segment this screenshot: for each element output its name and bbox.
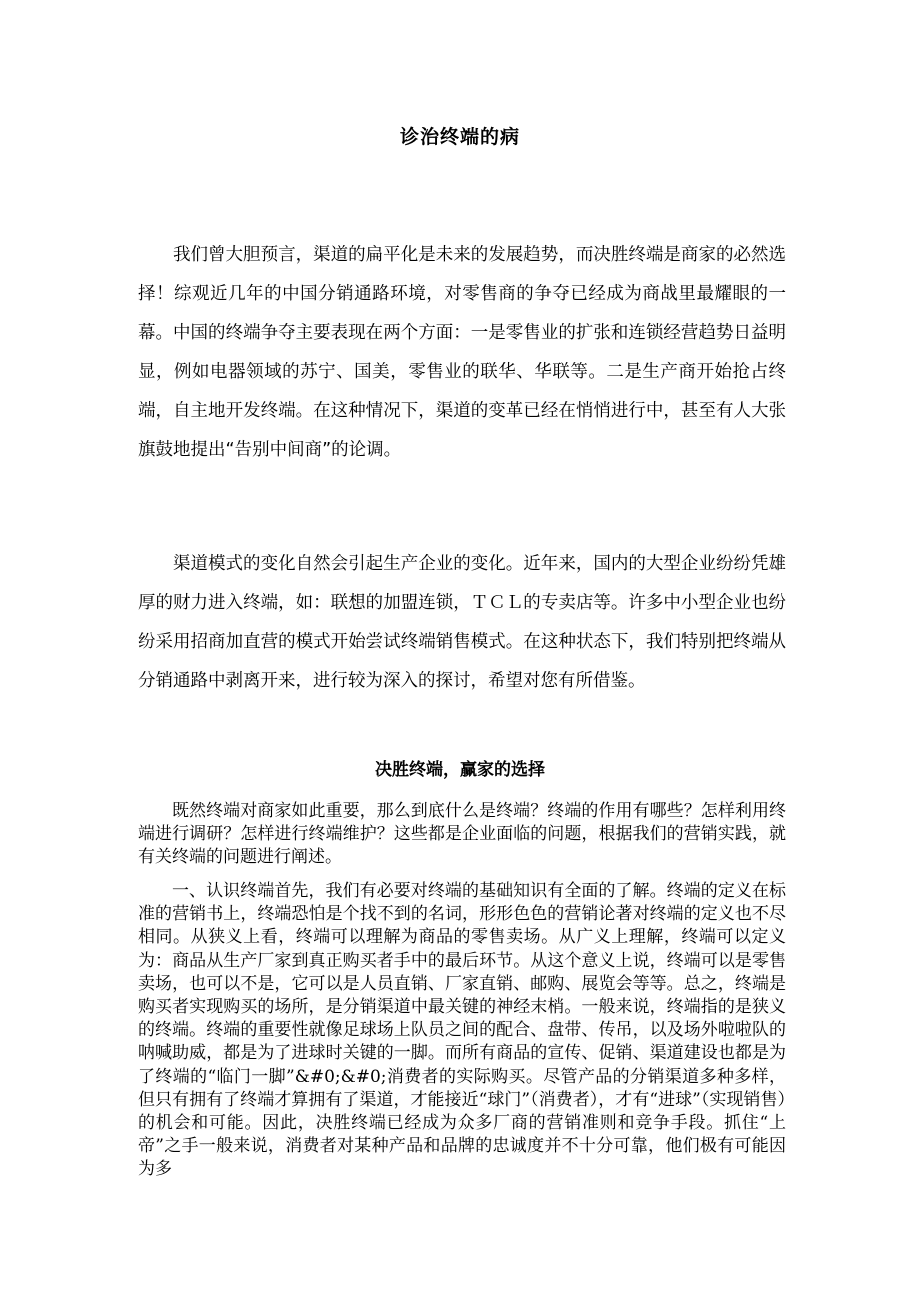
- body-paragraph-2: 一、认识终端首先，我们有必要对终端的基础知识有全面的了解。终端的定义在标准的营销书上，终端恐怕是个找不到的名词，形形色色的营销论著对终端的定义也不尽相同。从狭义上看，终端可以理解为商品的零售卖场。从广义上理解，终端可以定义为：商品从生产厂家到真正购买者手中的最后环节。从这个意义上说，终端可以是零售卖场，也可以不是，它可以是人员直销、厂家直销、邮购、展览会等等。总之，终端是购买者实现购买的场所，是分销渠道中最关键的神经末梢。一般来说，终端指的是狭义的终端。终端的重要性就像足球场上队员之间的配合、盘带、传吊，以及场外啦啦队的呐喊助威，都是为了进球时关键的一脚。而所有商品的宣传、促销、渠道建设也都是为了终端的“临门一脚”&#0;&#0;消费者的实际购买。尽管产品的分销渠道多种多样，但只有拥有了终端才算拥有了渠道，才能接近“球门”（消费者），才有“进球”（实现销售）的机会和可能。因此，决胜终端已经成为众多厂商的营销准则和竞争手段。抓住“上帝”之手一般来说，消费者对某种产品和品牌的忠诚度并不十分可靠，他们极有可能因为多: [138, 881, 786, 1180]
- intro-paragraph-1: 我们曾大胆预言，渠道的扁平化是未来的发展趋势，而决胜终端是商家的必然选择！综观近几年的中国分销通路环境，对零售商的争夺已经成为商战里最耀眼的一幕。中国的终端争夺主要表现在两个方面：一是零售业的扩张和连锁经营趋势日益明显，例如电器领域的苏宁、国美，零售业的联华、华联等。二是生产商开始抢占终端，自主地开发终端。在这种情况下，渠道的变革已经在悄悄进行中，甚至有人大张旗鼓地提出“告别中间商”的论调。: [138, 245, 786, 460]
- intro-paragraph-2: 渠道模式的变化自然会引起生产企业的变化。近年来，国内的大型企业纷纷凭雄厚的财力进入终端，如：联想的加盟连锁，ＴＣＬ的专卖店等。许多中小型企业也纷纷采用招商加直营的模式开始尝试终端销售模式。在这种状态下，我们特别把终端从分销通路中剥离开来，进行较为深入的探讨，希望对您有所借鉴。: [138, 554, 786, 691]
- section-heading: 决胜终端，赢家的选择: [375, 760, 545, 780]
- body-paragraph-1: 既然终端对商家如此重要，那么到底什么是终端？终端的作用有哪些？怎样利用终端进行调研？怎样进行终端维护？这些都是企业面临的问题，根据我们的营销实践，就有关终端的问题进行阐述。: [138, 801, 786, 868]
- document-title: 诊治终端的病: [399, 126, 520, 148]
